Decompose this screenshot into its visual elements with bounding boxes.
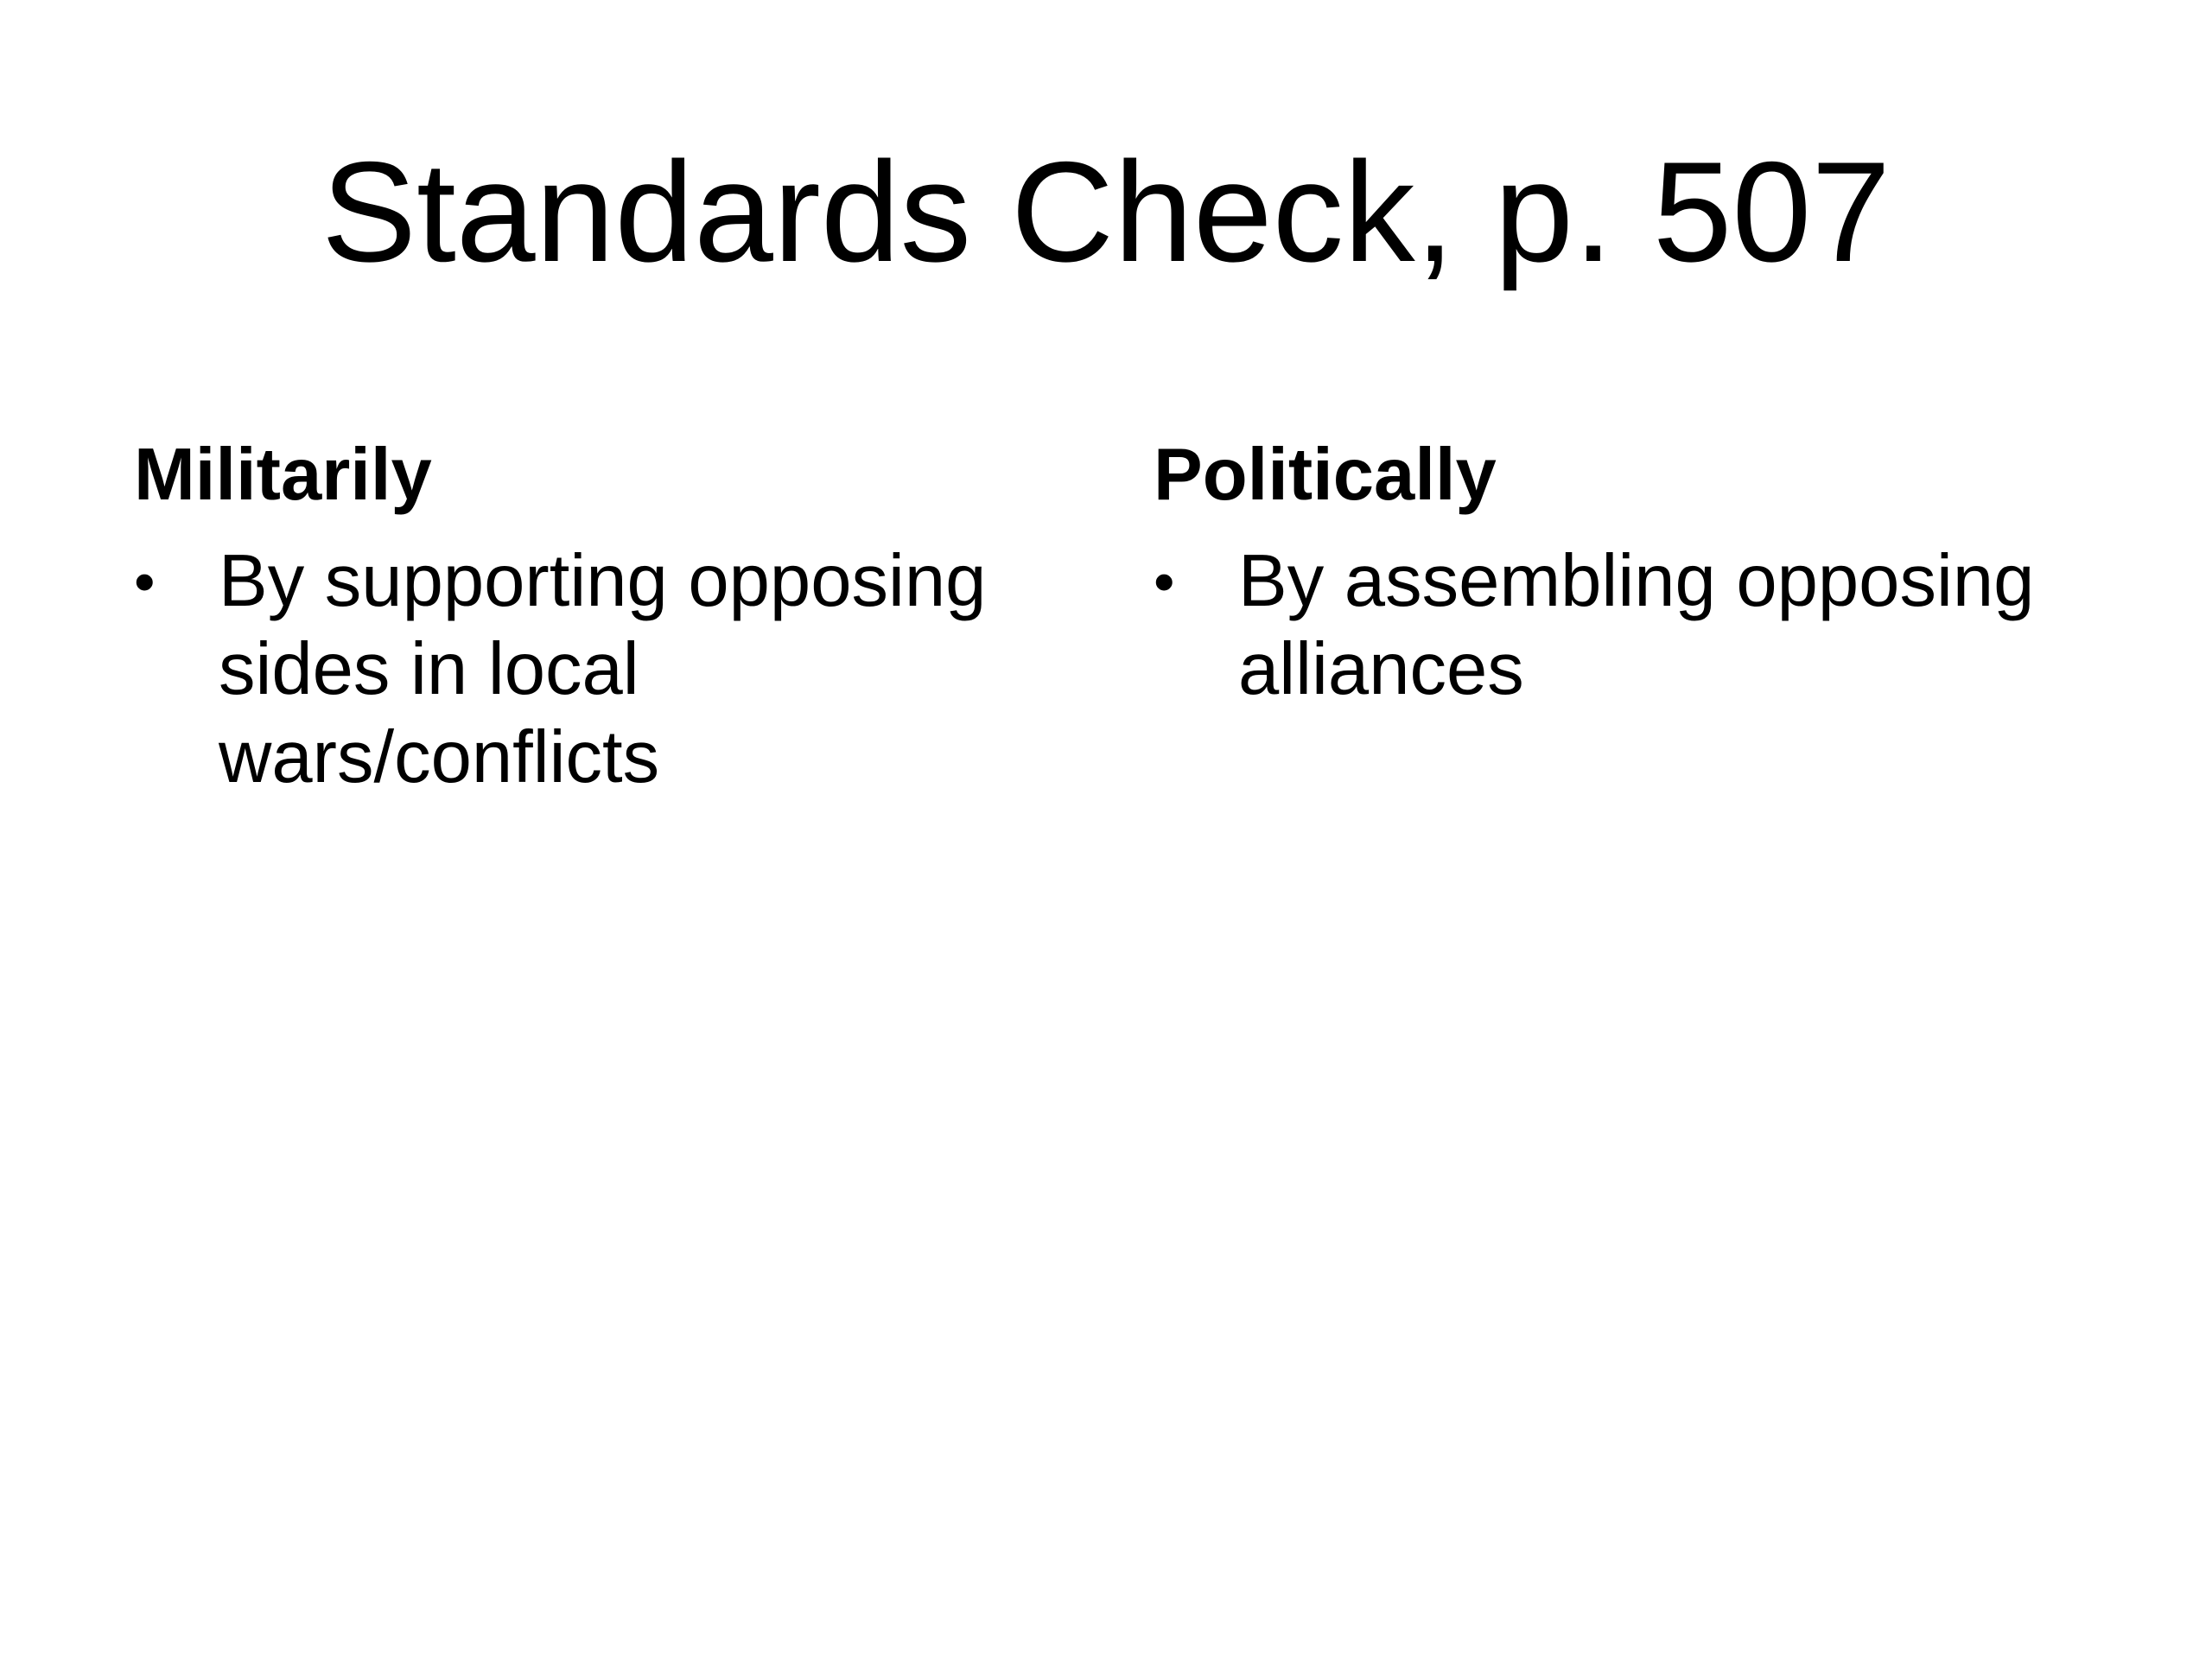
- column-militarily: [134, 432, 1067, 802]
- bullet-text-line: wars/conflicts: [219, 716, 660, 798]
- bullet-text-line: By supporting opposing: [219, 540, 987, 622]
- bullet-text-line: By assembling opposing: [1238, 540, 2035, 622]
- bullet-icon: •: [134, 548, 156, 615]
- bullet-item: [134, 537, 1067, 802]
- column-heading: Militarily: [134, 434, 432, 516]
- slide-title: Standards Check, p. 507: [321, 132, 1891, 291]
- bullet-item: [1154, 537, 2113, 714]
- bullet-icon: •: [1154, 548, 1175, 615]
- bullet-text-line: alliances: [1238, 628, 1524, 710]
- bullet-list: [134, 537, 1067, 802]
- column-politically: [1154, 432, 2113, 714]
- bullet-list: [1154, 537, 2113, 714]
- bullet-text-line: sides in local: [219, 628, 639, 710]
- column-heading: Politically: [1154, 434, 1497, 516]
